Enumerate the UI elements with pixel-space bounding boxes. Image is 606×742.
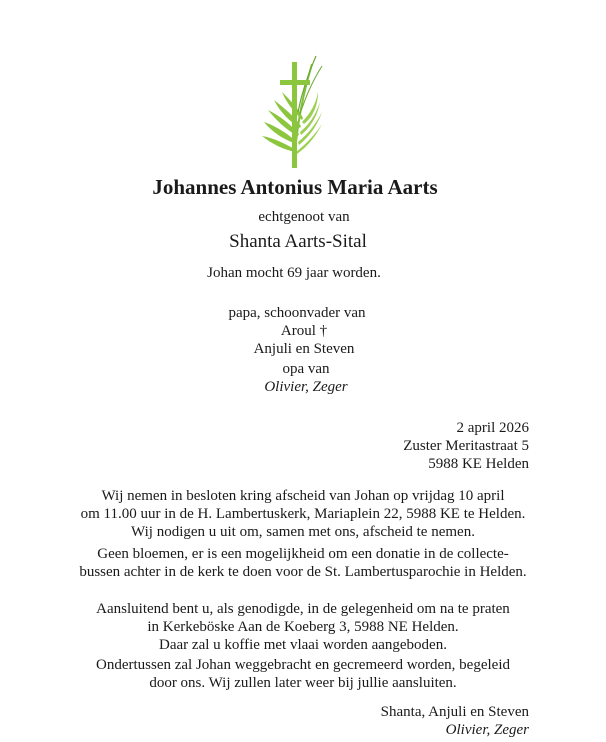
paragraph-donation <box>0 545 606 581</box>
paragraph-reception <box>0 600 606 654</box>
notice-date: 2 april 2026 <box>456 420 529 436</box>
signature-line-1: Shanta, Anjuli en Steven <box>380 704 529 720</box>
address-block <box>403 419 529 473</box>
grandchildren-relation: opa van <box>282 361 330 377</box>
grandchildren-names: Olivier, Zeger <box>264 379 348 395</box>
paragraph-line: in Kerkeböske Aan de Koeberg 3, 5988 NE Helden. <box>147 619 459 635</box>
paragraph-cremation <box>0 656 606 692</box>
spouse-relation: echtgenoot van <box>258 209 350 225</box>
paragraph-line: Aansluitend bent u, als genodigde, in de gelegenheid om na te praten <box>96 601 510 617</box>
child-1: Aroul † <box>280 323 328 339</box>
paragraph-line: door ons. Wij zullen later weer bij jullie aansluiten. <box>149 675 457 691</box>
paragraph-line: Daar zal u koffie met vlaai worden aangeboden. <box>159 637 447 653</box>
paragraph-line: bussen achter in de kerk te doen voor de St. Lambertusparochie in Helden. <box>79 564 527 580</box>
address-street: Zuster Meritastraat 5 <box>403 438 529 454</box>
paragraph-line: Wij nemen in besloten kring afscheid van Johan op vrijdag 10 april <box>101 488 505 504</box>
cross-palm-icon <box>256 52 326 170</box>
paragraph-line: Wij nodigen u uit om, samen met ons, afscheid te nemen. <box>131 524 475 540</box>
deceased-name: Johannes Antonius Maria Aarts <box>152 175 438 199</box>
child-2: Anjuli en Steven <box>253 341 355 357</box>
signature-block <box>381 703 529 739</box>
paragraph-farewell <box>0 487 606 541</box>
paragraph-line: Geen bloemen, er is een mogelijkheid om een donatie in de collecte- <box>97 546 509 562</box>
paragraph-line: Ondertussen zal Johan weggebracht en gecremeerd worden, begeleid <box>96 657 510 673</box>
children-relation: papa, schoonvader van <box>228 305 366 321</box>
spouse-name: Shanta Aarts-Sital <box>229 231 367 252</box>
paragraph-line: om 11.00 uur in de H. Lambertuskerk, Mariaplein 22, 5988 KE te Helden. <box>80 506 526 522</box>
age-line: Johan mocht 69 jaar worden. <box>207 265 381 281</box>
signature-line-2: Olivier, Zeger <box>445 722 529 738</box>
address-city: 5988 KE Helden <box>428 456 529 472</box>
